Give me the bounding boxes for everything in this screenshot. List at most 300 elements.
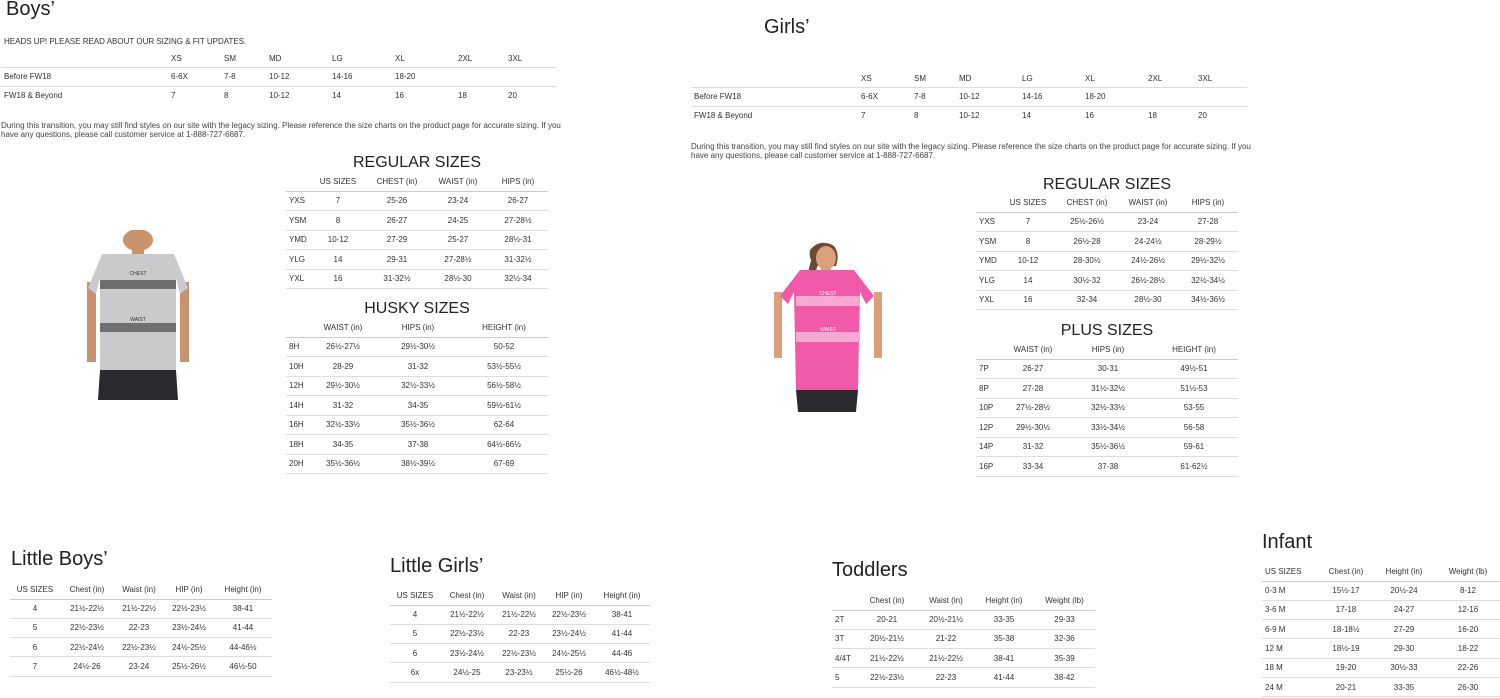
column-header: Chest (in) bbox=[60, 581, 114, 599]
measurement-cell: 31-32½ bbox=[488, 250, 548, 270]
measurement-cell: 22-26 bbox=[1436, 658, 1500, 677]
measurement-cell: 7 bbox=[310, 191, 366, 211]
size-label-cell: 5 bbox=[390, 624, 440, 643]
table-row bbox=[976, 379, 1238, 399]
measurement-cell: 32½-33½ bbox=[310, 415, 376, 435]
measurement-cell: 14 bbox=[329, 86, 392, 105]
column-header: US SIZES bbox=[10, 581, 60, 599]
column-header: 3XL bbox=[1198, 73, 1213, 83]
column-header: HIP (in) bbox=[164, 581, 214, 599]
size-label-cell: YXS bbox=[976, 212, 1000, 232]
measurement-cell: 20-21 bbox=[856, 610, 918, 629]
measurement-cell: 25-27 bbox=[428, 230, 488, 250]
measurement-cell: 33½-34½ bbox=[1066, 418, 1150, 438]
size-label-cell: 12P bbox=[976, 418, 1000, 438]
measurement-cell: 28½-31 bbox=[488, 230, 548, 250]
column-header: US SIZES bbox=[310, 173, 366, 191]
column-header: Waist (in) bbox=[918, 592, 974, 610]
measurement-cell: 16 bbox=[1082, 106, 1145, 125]
measurement-cell: 8 bbox=[911, 106, 956, 125]
measurement-cell: 25½-26½ bbox=[164, 657, 214, 676]
measurement-cell: 22½-23½ bbox=[544, 605, 594, 624]
measurement-cell: 31-32 bbox=[310, 396, 376, 416]
column-header bbox=[832, 592, 856, 610]
column-header: WAIST (in) bbox=[310, 319, 376, 337]
measurement-cell: 27-28½ bbox=[428, 250, 488, 270]
measurement-cell: 21½-22½ bbox=[60, 599, 114, 618]
measurement-cell: 27-29 bbox=[1372, 620, 1436, 639]
column-header: HIPS (in) bbox=[1178, 194, 1238, 212]
girl-model-image bbox=[770, 240, 886, 412]
column-header: HIPS (in) bbox=[488, 173, 548, 191]
measurement-cell: 33-34 bbox=[1000, 457, 1066, 477]
measurement-cell: 29-31 bbox=[366, 250, 428, 270]
column-header: MD bbox=[269, 53, 282, 63]
comparison-header-row bbox=[1, 50, 557, 67]
measurement-cell: 23-24 bbox=[1118, 212, 1178, 232]
size-label-cell: 6 bbox=[10, 638, 60, 657]
size-label-cell: 6 bbox=[390, 644, 440, 663]
table-row bbox=[286, 396, 548, 416]
toddlers-table bbox=[832, 592, 1095, 688]
sizing-notice: HEADS UP! PLEASE READ ABOUT OUR SIZING & FIT UPDATES. bbox=[4, 37, 247, 46]
measurement-cell: 10-12 bbox=[1000, 251, 1056, 271]
column-header: 3XL bbox=[508, 53, 523, 63]
table-row bbox=[691, 87, 1247, 106]
measurement-cell: 46½-48½ bbox=[594, 663, 650, 682]
size-label-cell: 10H bbox=[286, 357, 310, 377]
measurement-cell: 24-25 bbox=[428, 211, 488, 231]
measurement-cell: 22½-24½ bbox=[60, 638, 114, 657]
measurement-cell: 21½-22½ bbox=[494, 605, 544, 624]
measurement-cell: 25-26 bbox=[366, 191, 428, 211]
measurement-cell: 56-58 bbox=[1150, 418, 1238, 438]
table-row bbox=[976, 398, 1238, 418]
size-label-cell: 8P bbox=[976, 379, 1000, 399]
size-label-cell: 7P bbox=[976, 359, 1000, 379]
table-row bbox=[286, 376, 548, 396]
measurement-cell: 7 bbox=[858, 106, 911, 125]
measurement-cell: 56½-58½ bbox=[460, 376, 548, 396]
measurement-cell: 18-20 bbox=[1082, 87, 1145, 106]
table-row bbox=[976, 437, 1238, 457]
column-header: CHEST (in) bbox=[366, 173, 428, 191]
column-header: Height (in) bbox=[594, 587, 650, 605]
measurement-cell: 24-24½ bbox=[1118, 232, 1178, 252]
measurement-cell: 51½-53 bbox=[1150, 379, 1238, 399]
measurement-cell: 24½-25 bbox=[440, 663, 494, 682]
column-header: XS bbox=[171, 53, 182, 63]
measurement-cell: 35½-36½ bbox=[310, 454, 376, 474]
table-row bbox=[390, 605, 650, 624]
measurement-cell: 22½-23½ bbox=[60, 618, 114, 637]
measurement-cell: 34-35 bbox=[376, 396, 460, 416]
measurement-cell: 38-42 bbox=[1034, 668, 1095, 687]
column-header: LG bbox=[332, 53, 343, 63]
measurement-cell: 28-29½ bbox=[1178, 232, 1238, 252]
table-row bbox=[976, 212, 1238, 232]
measurement-cell: 30½-32 bbox=[1056, 271, 1118, 291]
measurement-cell: 14 bbox=[310, 250, 366, 270]
column-header: SM bbox=[914, 73, 926, 83]
measurement-cell: 25½-26 bbox=[544, 663, 594, 682]
column-header: Chest (in) bbox=[856, 592, 918, 610]
measurement-cell: 34-35 bbox=[310, 435, 376, 455]
column-header bbox=[976, 194, 1000, 212]
size-label-cell: YXL bbox=[976, 290, 1000, 310]
column-header: Weight (lb) bbox=[1436, 563, 1500, 581]
measurement-cell: 37-38 bbox=[1066, 457, 1150, 477]
size-label-cell: 6-9 M bbox=[1262, 620, 1320, 639]
little-boys-table bbox=[10, 581, 272, 677]
measurement-cell: 38-41 bbox=[974, 649, 1034, 668]
measurement-cell: 29½-32½ bbox=[1178, 251, 1238, 271]
measurement-cell: 17-18 bbox=[1320, 600, 1372, 619]
measurement-cell: 7-8 bbox=[911, 87, 956, 106]
measurement-cell: 23-24 bbox=[114, 657, 164, 676]
size-label-cell: 16H bbox=[286, 415, 310, 435]
measurement-cell: 35½-36½ bbox=[1066, 437, 1150, 457]
size-label-cell: 10P bbox=[976, 398, 1000, 418]
measurement-cell: 18½-19 bbox=[1320, 639, 1372, 658]
table-row bbox=[390, 663, 650, 682]
size-label-cell: 16P bbox=[976, 457, 1000, 477]
measurement-cell: 30-31 bbox=[1066, 359, 1150, 379]
table-row bbox=[286, 230, 548, 250]
size-label-cell: 18H bbox=[286, 435, 310, 455]
table-row bbox=[832, 629, 1095, 648]
girl-chest-band-shape bbox=[796, 296, 860, 306]
size-label-cell: 7 bbox=[10, 657, 60, 676]
column-header: US SIZES bbox=[390, 587, 440, 605]
boy-chest-label: CHEST bbox=[129, 271, 147, 277]
table-row bbox=[286, 454, 548, 474]
measurement-cell: 7-8 bbox=[221, 67, 266, 86]
measurement-cell: 50-52 bbox=[460, 337, 548, 357]
measurement-cell: 27½-28½ bbox=[1000, 398, 1066, 418]
column-header: XL bbox=[1085, 73, 1095, 83]
column-header: LG bbox=[1022, 73, 1033, 83]
measurement-cell: 20½-21½ bbox=[918, 610, 974, 629]
table-row bbox=[832, 668, 1095, 687]
size-label-cell: YSM bbox=[976, 232, 1000, 252]
size-label-cell: 12 M bbox=[1262, 639, 1320, 658]
measurement-cell: 26-27 bbox=[488, 191, 548, 211]
measurement-cell: 29-30 bbox=[1372, 639, 1436, 658]
column-header: Height (in) bbox=[1372, 563, 1436, 581]
girls-regular-table bbox=[976, 194, 1238, 310]
size-label-cell: 14H bbox=[286, 396, 310, 416]
measurement-cell: 31-32 bbox=[1000, 437, 1066, 457]
measurement-cell: 32½-34½ bbox=[1178, 271, 1238, 291]
table-row bbox=[976, 418, 1238, 438]
measurement-cell: 20 bbox=[505, 86, 557, 105]
boys-husky-title: HUSKY SIZES bbox=[364, 300, 470, 317]
measurement-cell: 34½-36½ bbox=[1178, 290, 1238, 310]
measurement-cell: 29½-30½ bbox=[376, 337, 460, 357]
measurement-cell: 29-33 bbox=[1034, 610, 1095, 629]
table-row bbox=[1262, 639, 1500, 658]
column-header: SM bbox=[224, 53, 236, 63]
table-row bbox=[976, 232, 1238, 252]
measurement-cell: 53-55 bbox=[1150, 398, 1238, 418]
measurement-cell: 33-35 bbox=[974, 610, 1034, 629]
table-row bbox=[10, 599, 272, 618]
column-header bbox=[286, 173, 310, 191]
little-girls-table bbox=[390, 587, 650, 683]
measurement-cell: 22½-23½ bbox=[494, 644, 544, 663]
column-header: HIPS (in) bbox=[376, 319, 460, 337]
table-row bbox=[832, 610, 1095, 629]
measurement-cell: 18 bbox=[1145, 106, 1195, 125]
column-header: WAIST (in) bbox=[1000, 341, 1066, 359]
column-header: XS bbox=[861, 73, 872, 83]
measurement-cell: 38-41 bbox=[594, 605, 650, 624]
column-header: WAIST (in) bbox=[428, 173, 488, 191]
column-header: HEIGHT (in) bbox=[1150, 341, 1238, 359]
column-header: US SIZES bbox=[1000, 194, 1056, 212]
measurement-cell: 8 bbox=[1000, 232, 1056, 252]
table-row bbox=[1262, 620, 1500, 639]
measurement-cell: 23½-24½ bbox=[440, 644, 494, 663]
table-row bbox=[10, 618, 272, 637]
measurement-cell: 22-23 bbox=[114, 618, 164, 637]
measurement-cell: 44-46 bbox=[594, 644, 650, 663]
measurement-cell bbox=[1145, 87, 1195, 106]
measurement-cell: 32-34 bbox=[1056, 290, 1118, 310]
size-label-cell: YXS bbox=[286, 191, 310, 211]
table-row bbox=[1, 86, 557, 105]
infant-title: Infant bbox=[1262, 531, 1313, 553]
girl-waist-label: WAIST bbox=[820, 327, 836, 333]
boys-regular-title: REGULAR SIZES bbox=[352, 154, 482, 171]
chest-band-shape bbox=[100, 280, 176, 289]
measurement-cell: 10-12 bbox=[310, 230, 366, 250]
measurement-cell: 32½-34 bbox=[488, 269, 548, 289]
measurement-cell: 18-22 bbox=[1436, 639, 1500, 658]
girl-chest-label: CHEST bbox=[819, 291, 837, 297]
measurement-cell: 31½-32½ bbox=[1066, 379, 1150, 399]
measurement-cell: 38½-39½ bbox=[376, 454, 460, 474]
measurement-cell bbox=[455, 67, 505, 86]
measurement-cell: 21-22 bbox=[918, 629, 974, 648]
column-header: 2XL bbox=[1148, 73, 1163, 83]
boys-title: Boys’ bbox=[6, 0, 55, 20]
measurement-cell: 23½-24½ bbox=[544, 624, 594, 643]
measurement-cell: 27-28½ bbox=[488, 211, 548, 231]
measurement-cell: 35½-36½ bbox=[376, 415, 460, 435]
measurement-cell: 29½-30½ bbox=[1000, 418, 1066, 438]
column-header: HIPS (in) bbox=[1066, 341, 1150, 359]
measurement-cell: 20½-24 bbox=[1372, 581, 1436, 600]
size-label-cell: 0-3 M bbox=[1262, 581, 1320, 600]
table-row bbox=[390, 624, 650, 643]
table-row bbox=[286, 357, 548, 377]
measurement-cell: 22½-23½ bbox=[440, 624, 494, 643]
measurement-cell: 44-46½ bbox=[214, 638, 272, 657]
measurement-cell: 53½-55½ bbox=[460, 357, 548, 377]
size-label-cell: 12H bbox=[286, 376, 310, 396]
measurement-cell: 14 bbox=[1019, 106, 1082, 125]
column-header bbox=[976, 341, 1000, 359]
column-header: WAIST (in) bbox=[1118, 194, 1178, 212]
little-boys-title: Little Boys’ bbox=[11, 548, 108, 570]
measurement-cell: 62-64 bbox=[460, 415, 548, 435]
table-row bbox=[1262, 677, 1500, 696]
table-row bbox=[286, 435, 548, 455]
measurement-cell: 26½-28 bbox=[1056, 232, 1118, 252]
measurement-cell: 19-20 bbox=[1320, 658, 1372, 677]
table-row bbox=[976, 290, 1238, 310]
measurement-cell: 18-20 bbox=[392, 67, 455, 86]
measurement-cell: 26½-27½ bbox=[310, 337, 376, 357]
size-label-cell: 4/4T bbox=[832, 649, 856, 668]
column-header: Weight (lb) bbox=[1034, 592, 1095, 610]
measurement-cell: 46½-50 bbox=[214, 657, 272, 676]
column-header: XL bbox=[395, 53, 405, 63]
table-row bbox=[286, 415, 548, 435]
measurement-cell: 12-16 bbox=[1436, 600, 1500, 619]
table-row bbox=[10, 638, 272, 657]
column-header bbox=[691, 70, 858, 87]
waist-band-shape bbox=[100, 323, 176, 332]
size-label-cell: 4 bbox=[10, 599, 60, 618]
measurement-cell: 32½-33½ bbox=[376, 376, 460, 396]
column-header bbox=[286, 319, 310, 337]
measurement-cell: 8-12 bbox=[1436, 581, 1500, 600]
measurement-cell: 23-24 bbox=[428, 191, 488, 211]
measurement-cell: 25½-26½ bbox=[1056, 212, 1118, 232]
table-row bbox=[390, 644, 650, 663]
column-header: HIP (in) bbox=[544, 587, 594, 605]
measurement-cell: 22½-23½ bbox=[164, 599, 214, 618]
measurement-cell: 14-16 bbox=[329, 67, 392, 86]
table-row bbox=[286, 250, 548, 270]
measurement-cell: 32½-33½ bbox=[1066, 398, 1150, 418]
size-label-cell: YMD bbox=[286, 230, 310, 250]
measurement-cell: 21½-22½ bbox=[440, 605, 494, 624]
measurement-cell: 8 bbox=[221, 86, 266, 105]
measurement-cell: 27-29 bbox=[366, 230, 428, 250]
measurement-cell: 18-18½ bbox=[1320, 620, 1372, 639]
table-row bbox=[286, 211, 548, 231]
size-label-cell: YLG bbox=[286, 250, 310, 270]
girls-title: Girls’ bbox=[764, 16, 810, 38]
boys-regular-table bbox=[286, 173, 548, 289]
girls-comparison-table bbox=[691, 70, 1247, 125]
measurement-cell: 15½-17 bbox=[1320, 581, 1372, 600]
measurement-cell: 23½-24½ bbox=[164, 618, 214, 637]
measurement-cell: 49½-51 bbox=[1150, 359, 1238, 379]
girls-plus-table bbox=[976, 341, 1238, 477]
size-label-cell: YLG bbox=[976, 271, 1000, 291]
measurement-cell: 28½-30 bbox=[1118, 290, 1178, 310]
table-row bbox=[1262, 581, 1500, 600]
toddlers-title: Toddlers bbox=[832, 559, 908, 581]
column-header: Height (in) bbox=[974, 592, 1034, 610]
measurement-cell: 16 bbox=[1000, 290, 1056, 310]
measurement-cell: 21½-22½ bbox=[918, 649, 974, 668]
column-header: 2XL bbox=[458, 53, 473, 63]
measurement-cell: 30½-33 bbox=[1372, 658, 1436, 677]
measurement-cell bbox=[505, 67, 557, 86]
table-row bbox=[286, 337, 548, 357]
measurement-cell: 7 bbox=[168, 86, 221, 105]
measurement-cell: 22-23 bbox=[494, 624, 544, 643]
measurement-cell: 29½-30½ bbox=[310, 376, 376, 396]
measurement-cell: 22½-23½ bbox=[114, 638, 164, 657]
measurement-cell: 20 bbox=[1195, 106, 1247, 125]
measurement-cell: 35-39 bbox=[1034, 649, 1095, 668]
measurement-cell: 61-62½ bbox=[1150, 457, 1238, 477]
table-row bbox=[1, 67, 557, 86]
size-label-cell: Before FW18 bbox=[691, 87, 858, 106]
measurement-cell: 14 bbox=[1000, 271, 1056, 291]
size-label-cell: 4 bbox=[390, 605, 440, 624]
column-header: Height (in) bbox=[214, 581, 272, 599]
measurement-cell: 26½-28½ bbox=[1118, 271, 1178, 291]
measurement-cell: 27-28 bbox=[1178, 212, 1238, 232]
measurement-cell: 41-44 bbox=[214, 618, 272, 637]
boy-waist-label: WAIST bbox=[130, 317, 146, 323]
measurement-cell: 16 bbox=[310, 269, 366, 289]
size-label-cell: 5 bbox=[10, 618, 60, 637]
table-row bbox=[286, 191, 548, 211]
size-label-cell: 5 bbox=[832, 668, 856, 687]
measurement-cell: 16-20 bbox=[1436, 620, 1500, 639]
size-label-cell: 18 M bbox=[1262, 658, 1320, 677]
column-header: Waist (in) bbox=[114, 581, 164, 599]
size-label-cell: YMD bbox=[976, 251, 1000, 271]
girls-transition-note: During this transition, you may still find styles on our site with the legacy sizing. Please reference the size charts on the product page for accurate sizing. If you have any questions, please call customer service at 1-888-727-6687. bbox=[691, 142, 1251, 160]
measurement-cell: 6-6X bbox=[168, 67, 221, 86]
table-row bbox=[1262, 600, 1500, 619]
measurement-cell: 24½-25½ bbox=[544, 644, 594, 663]
size-label-cell: FW18 & Beyond bbox=[691, 106, 858, 125]
size-label-cell: 3-6 M bbox=[1262, 600, 1320, 619]
size-label-cell: 3T bbox=[832, 629, 856, 648]
measurement-cell: 22-23 bbox=[918, 668, 974, 687]
measurement-cell: 6-6X bbox=[858, 87, 911, 106]
table-row bbox=[832, 649, 1095, 668]
measurement-cell: 10-12 bbox=[266, 86, 329, 105]
column-header bbox=[1, 50, 168, 67]
measurement-cell bbox=[1195, 87, 1247, 106]
measurement-cell: 14-16 bbox=[1019, 87, 1082, 106]
girl-waist-band-shape bbox=[796, 332, 860, 342]
table-row bbox=[976, 271, 1238, 291]
measurement-cell: 59-61 bbox=[1150, 437, 1238, 457]
size-label-cell: 8H bbox=[286, 337, 310, 357]
girls-plus-title: PLUS SIZES bbox=[1060, 322, 1154, 339]
measurement-cell: 20-21 bbox=[1320, 677, 1372, 696]
measurement-cell: 67-69 bbox=[460, 454, 548, 474]
size-label-cell: YSM bbox=[286, 211, 310, 231]
size-label-cell: 2T bbox=[832, 610, 856, 629]
table-row bbox=[10, 657, 272, 676]
measurement-cell: 28½-30 bbox=[428, 269, 488, 289]
table-row bbox=[976, 359, 1238, 379]
measurement-cell: 10-12 bbox=[956, 106, 1019, 125]
measurement-cell: 59½-61½ bbox=[460, 396, 548, 416]
measurement-cell: 33-35 bbox=[1372, 677, 1436, 696]
column-header: MD bbox=[959, 73, 972, 83]
measurement-cell: 35-38 bbox=[974, 629, 1034, 648]
measurement-cell: 41-44 bbox=[594, 624, 650, 643]
measurement-cell: 16 bbox=[392, 86, 455, 105]
measurement-cell: 26-27 bbox=[1000, 359, 1066, 379]
measurement-cell: 23-23½ bbox=[494, 663, 544, 682]
